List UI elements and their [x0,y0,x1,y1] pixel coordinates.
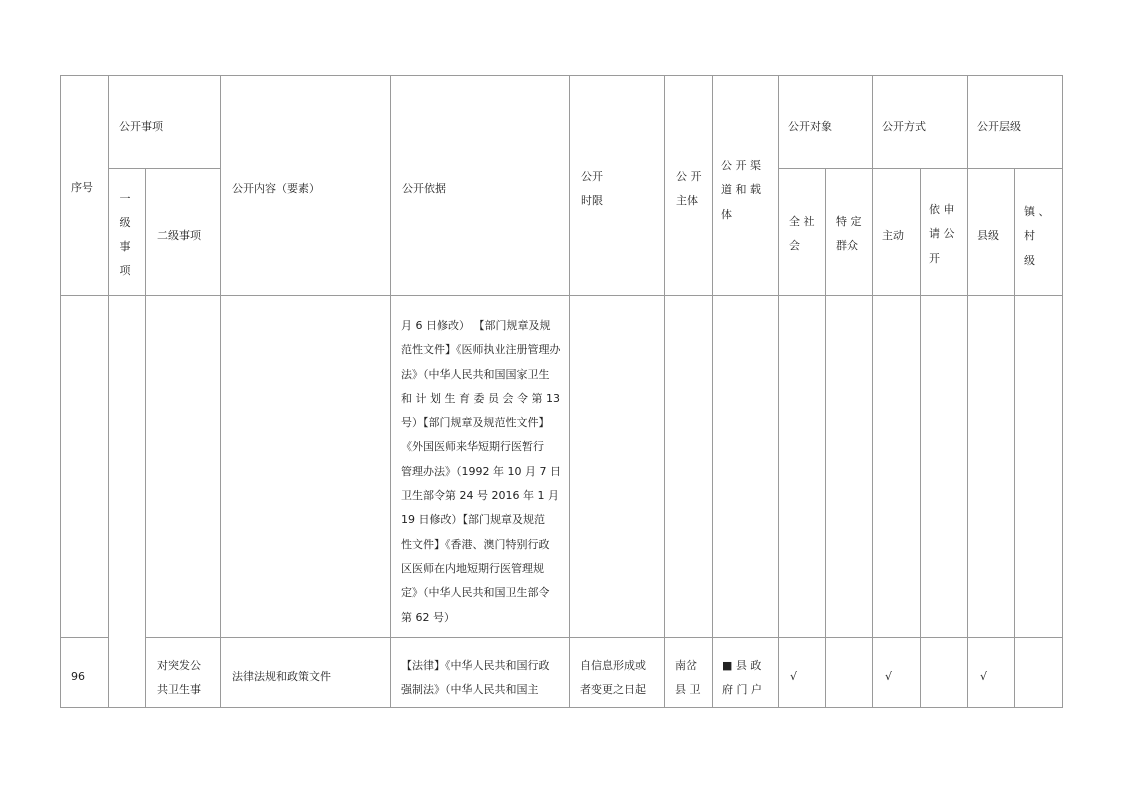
header-audience: 公开对象 [788,120,832,133]
row-seq: 96 [71,670,85,683]
header-time: 公开 时限 [581,170,603,208]
header-item: 公开事项 [119,120,163,133]
header-level: 公开层级 [977,120,1021,133]
header-level-county: 县级 [977,229,999,242]
header-subject: 公 开 主体 [676,170,702,208]
header-level2: 二级事项 [157,229,201,242]
row-subject: 南岔 县 卫 [675,659,701,697]
header-method-apply: 依 申 请 公 开 [929,203,955,265]
row-time: 自信息形成或 者变更之日起 [580,659,646,697]
header-method-active: 主动 [882,229,904,242]
row-method-active-check: √ [885,670,893,683]
row-basis: 【法律】《中华人民共和国行政 强制法》（中华人民共和国主 [401,659,550,697]
row-channel: ■ 县 政 府 门 户 [722,659,762,697]
header-content: 公开内容（要素） [232,182,320,195]
row-level2: 对突发公 共卫生事 [157,659,201,697]
header-audience-all: 全 社 会 [789,215,815,253]
row-level-county-check: √ [980,670,988,683]
header-method: 公开方式 [882,120,926,133]
header-audience-specific: 特 定 群众 [836,215,862,253]
header-level-town: 镇 、 村 级 [1024,205,1050,267]
row-audience-all-check: √ [790,670,798,683]
header-seq: 序号 [71,181,93,194]
header-basis: 公开依据 [402,182,446,195]
header-channel: 公 开 渠 道 和 载 体 [721,159,761,221]
row-content: 法律法规和政策文件 [232,670,331,683]
header-level1: 一 级 事 项 [119,192,131,277]
continued-basis-text: 月 6 日修改） 【部门规章及规 范性文件】《医师执业注册管理办 法》（中华人民共和国国家卫生 和 计 划 生 育 委 员 会 令 第 13 号）【部门规章及规范性文件】 《外国医师来华短期行医暂行 管理办法》（1992 年 10 月 7 日 卫生部令第 24 号 2016 年 1 月 19 日修改）【部门规章及规范 性文件】《香港、澳门特别行政 区医师在内地短期行医管理规 定》（中华人民共和国卫生部令 第 62 号） [401,319,561,624]
